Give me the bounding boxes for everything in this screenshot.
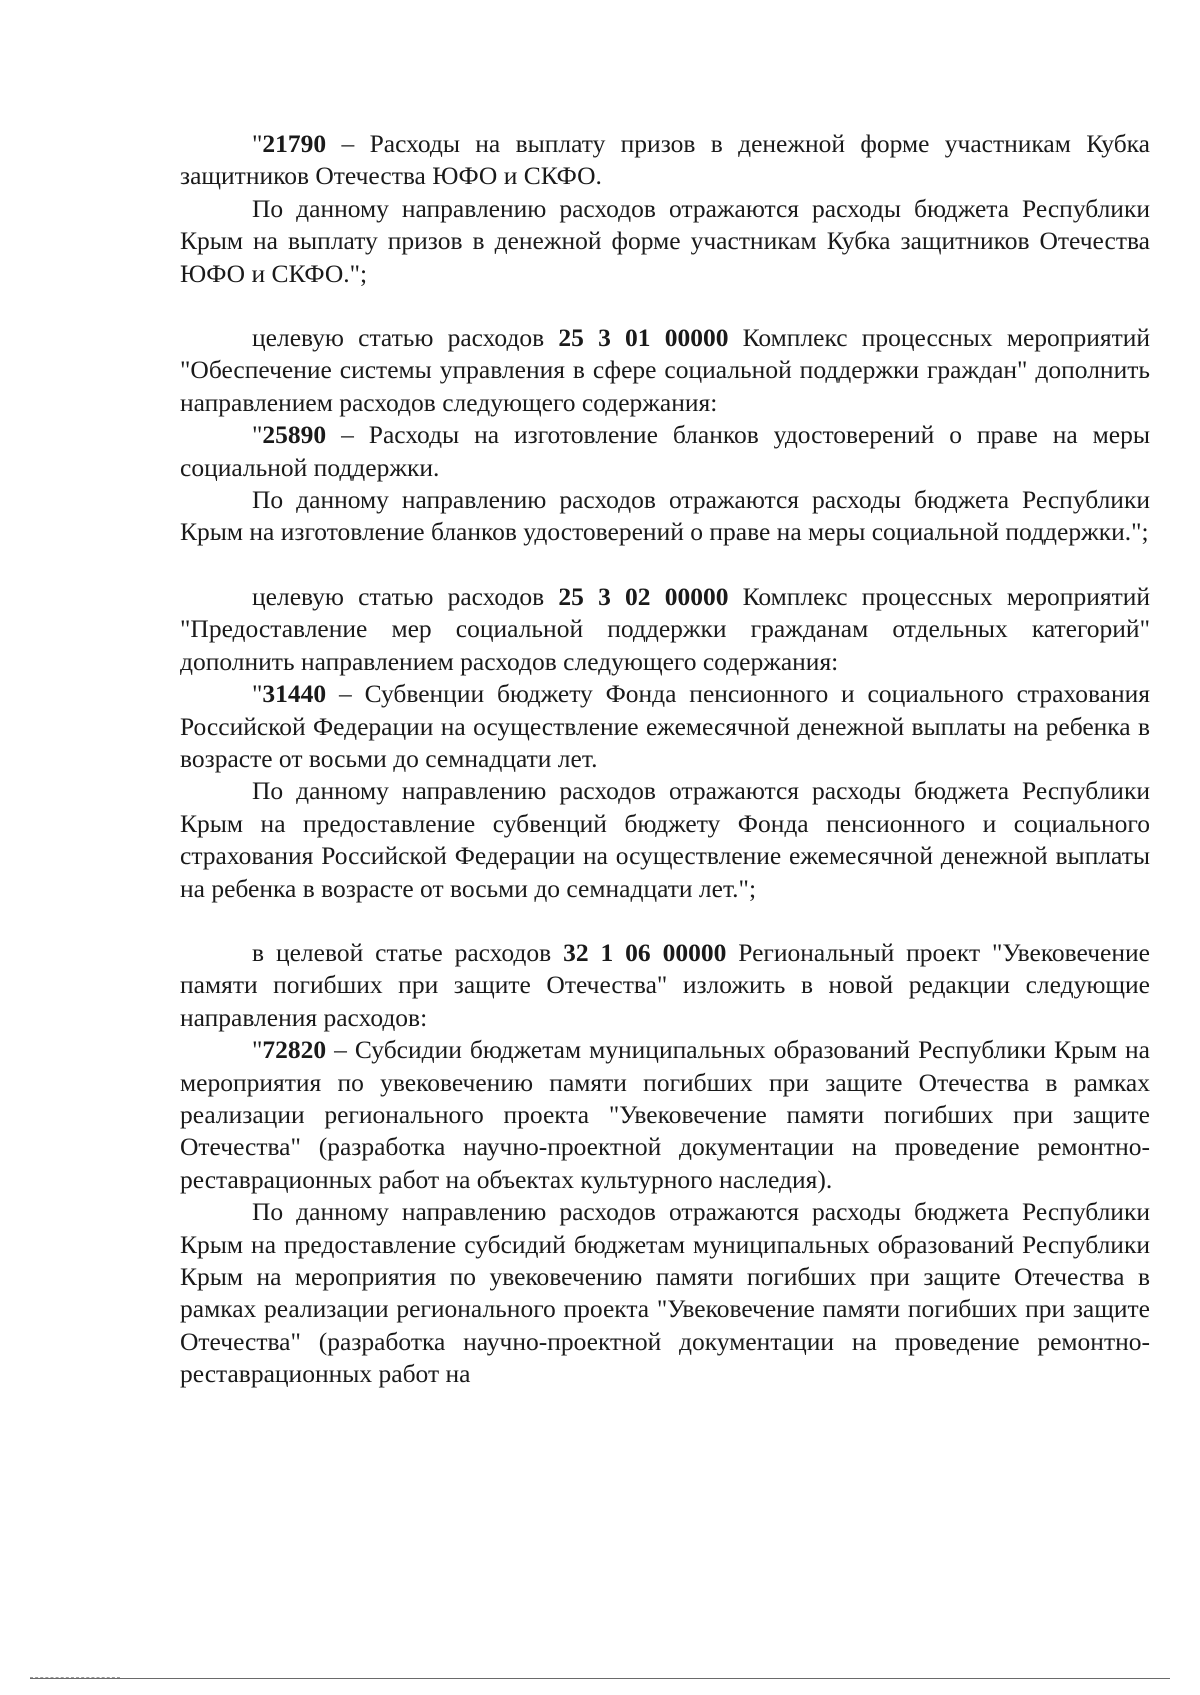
- paragraph: [180, 484, 1150, 549]
- paragraph: [180, 419, 1150, 484]
- quote-mark: ": [252, 129, 263, 158]
- paragraph: [180, 1196, 1150, 1390]
- section-gap: [180, 905, 1150, 937]
- expense-code: 31440: [262, 679, 327, 709]
- expense-code: 25890: [262, 420, 327, 450]
- paragraph: [180, 678, 1150, 775]
- paragraph-text: Комплекс процессных мероприятий "Предоставление мер социальной поддержки гражданам отдельных категорий" дополнить направлением расходов следующего содержания:: [180, 581, 1151, 676]
- paragraph: [180, 937, 1150, 1034]
- paragraph-text: По данному направлению расходов отражаются расходы бюджета Республики Крым на предоставление субвенций бюджету Фонда пенсионного и социального страхования Российской Федерации на осуществление ежемесячной денежной выплаты на ребенка в возрасте от восьми до семнадцати лет.";: [180, 776, 1150, 903]
- paragraph-lead-text: в целевой статье расходов: [252, 937, 564, 967]
- paragraph: [180, 128, 1150, 193]
- document-body: [180, 128, 1150, 1391]
- bottom-rule: [30, 1678, 1170, 1679]
- paragraph-text: По данному направлению расходов отражаются расходы бюджета Республики Крым на выплату призов в денежной форме участникам Кубка защитников Отечества ЮФО и СКФО.";: [180, 193, 1150, 288]
- paragraph-text: По данному направлению расходов отражаются расходы бюджета Республики Крым на предоставление субсидий бюджетам муниципальных образований Республики Крым на мероприятия по увековечению памяти погибших при защите Отечества в рамках реализации регионального проекта "Увековечение памяти погибших при защите Отечества" (разработка научно-проектной документации на проведение ремонтно-реставрационных работ на: [180, 1197, 1150, 1389]
- paragraph-text: Комплекс процессных мероприятий "Обеспечение системы управления в сфере социальной поддержки граждан" дополнить направлением расходов следующего содержания:: [180, 323, 1151, 417]
- quote-mark: ": [252, 1035, 263, 1065]
- expense-code: 25 3 01 00000: [558, 323, 729, 353]
- paragraph-text: По данному направлению расходов отражаются расходы бюджета Республики Крым на изготовление бланков удостоверений о праве на меры социальной поддержки.";: [180, 485, 1150, 547]
- paragraph-text: Региональный проект "Увековечение памяти погибших при защите Отечества" изложить в новой редакции следующие направления расходов:: [180, 937, 1150, 1032]
- paragraph-text: – Субсидии бюджетам муниципальных образований Республики Крым на мероприятия по увековечению памяти погибших при защите Отечества в рамках реализации регионального проекта "Увековечение памяти погибших при защите Отечества" (разработка научно-проектной документации на проведение ремонтно-реставрационных работ на объектах культурного наследия).: [180, 1035, 1150, 1194]
- paragraph-text: – Расходы на выплату призов в денежной форме участникам Кубка защитников Отечества ЮФО и СКФО.: [180, 129, 1150, 191]
- paragraph: [180, 581, 1150, 678]
- expense-code: 21790: [262, 129, 327, 158]
- expense-code: 32 1 06 00000: [563, 937, 727, 967]
- section-gap: [180, 290, 1150, 322]
- expense-code: 72820: [262, 1035, 327, 1065]
- paragraph-lead-text: целевую статью расходов: [252, 581, 559, 611]
- paragraph: [180, 1034, 1150, 1196]
- paragraph: [180, 775, 1150, 905]
- section-gap: [180, 549, 1150, 581]
- paragraph: [180, 322, 1150, 419]
- paragraph-lead-text: целевую статью расходов: [252, 323, 559, 353]
- paragraph-text: – Субвенции бюджету Фонда пенсионного и социального страхования Российской Федерации на осуществление ежемесячной денежной выплаты на ребенка в возрасте от восьми до семнадцати лет.: [180, 679, 1150, 773]
- quote-mark: ": [252, 679, 263, 709]
- expense-code: 25 3 02 00000: [558, 581, 729, 611]
- paragraph: [180, 193, 1150, 290]
- bottom-rule-dash: [30, 1677, 120, 1678]
- quote-mark: ": [252, 420, 263, 450]
- paragraph-text: – Расходы на изготовление бланков удостоверений о праве на меры социальной поддержки.: [180, 420, 1150, 482]
